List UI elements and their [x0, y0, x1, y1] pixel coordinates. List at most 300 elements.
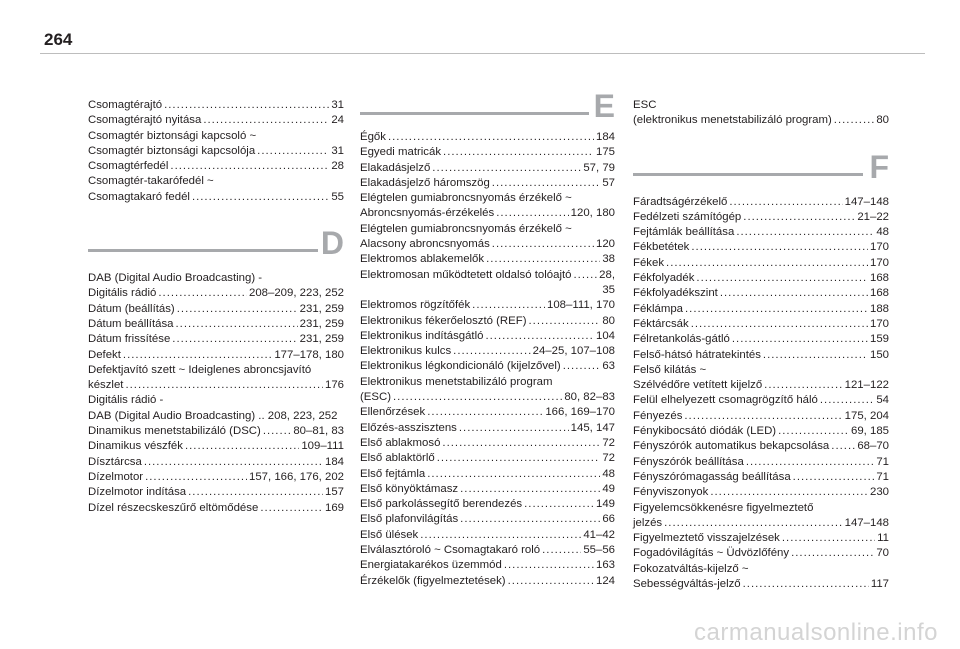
entry-line: [360, 268, 615, 283]
entry-term: Fogadóvilágítás ~ Üdvözlőfény: [633, 547, 790, 560]
index-entry: [633, 240, 889, 255]
index-section: [633, 148, 889, 593]
entry-term: Elektronikus kulcs: [360, 345, 452, 358]
entry-line: [88, 190, 344, 205]
dot-leader: [427, 405, 543, 420]
page-reference: 188: [869, 302, 889, 315]
entry-term: Dinamikus menetstabilizáló (DSC): [88, 425, 261, 438]
index-column-3: [633, 98, 889, 592]
entry-term: Féklámpa: [633, 302, 684, 315]
dot-leader: [763, 348, 868, 363]
entry-line: [88, 174, 344, 189]
index-entry: [88, 485, 344, 500]
page-reference: 69, 185: [850, 425, 889, 438]
index-entry: [360, 512, 615, 527]
index-entry: [633, 195, 889, 210]
entry-line: [88, 455, 344, 470]
index-entry: [360, 467, 615, 482]
index-entry: [360, 359, 615, 374]
entry-line: [88, 409, 344, 424]
dot-leader: [172, 332, 297, 347]
dot-leader: [542, 543, 581, 558]
section-divider-bar: [360, 112, 589, 115]
dot-leader: [437, 451, 601, 466]
dot-leader: [442, 436, 600, 451]
entry-term: Féktárcsák: [633, 317, 689, 330]
entry-line: [633, 225, 889, 240]
entry-line: [360, 375, 615, 390]
dot-leader: [420, 528, 581, 543]
page-reference: 57, 79: [583, 161, 615, 174]
dot-leader: [729, 195, 842, 210]
entry-line: [88, 424, 344, 439]
page-reference: 157: [324, 486, 344, 499]
entry-term: Csomagtérajtó: [88, 99, 163, 111]
index-section: [88, 225, 344, 516]
entry-term: Fékbetétek: [633, 241, 690, 254]
entry-term: Félretankolás-gátló: [633, 333, 730, 346]
index-entry: [633, 485, 889, 500]
entry-line: [88, 501, 344, 516]
entry-term: Fáradtságérzékelő: [633, 195, 728, 208]
dot-leader: [696, 271, 868, 286]
entry-line: [633, 363, 889, 378]
index-section: [633, 98, 889, 129]
entry-term: Elektromosan működtetett oldalsó tolóajtó: [360, 268, 572, 281]
page-reference: 184: [595, 131, 615, 143]
index-entry: [360, 130, 615, 145]
dot-leader: [257, 144, 329, 159]
page-reference: 117: [870, 578, 889, 591]
page-reference: 168: [869, 272, 889, 285]
entry-line: [88, 129, 344, 144]
dot-leader: [831, 439, 855, 454]
entry-line: [633, 240, 889, 255]
index-entry: [633, 393, 889, 408]
entry-line: [360, 558, 615, 573]
dot-leader: [263, 424, 292, 439]
index-entry: [88, 393, 344, 424]
index-entry: [360, 482, 615, 497]
entry-line: [360, 176, 615, 191]
page-reference: 66: [602, 513, 615, 526]
index-entry: [360, 191, 615, 222]
page-reference: 71: [876, 455, 889, 468]
entry-term: Dátum frissítése: [88, 333, 171, 346]
entry-term: Fényszórómagasság beállítása: [633, 470, 791, 483]
entry-line: [633, 470, 889, 485]
index-entry: [633, 271, 889, 286]
entry-line: [360, 436, 615, 451]
page-reference: 149: [595, 498, 615, 511]
entry-line: [360, 237, 615, 252]
entry-line: [360, 451, 615, 466]
dot-leader: [736, 225, 874, 240]
entry-term: Csomagtér-takarófedél ~: [88, 175, 214, 188]
entry-term: Csomagtérajtó nyitása: [88, 114, 202, 127]
entry-line: [88, 485, 344, 500]
entry-line: [88, 271, 344, 286]
dot-leader: [170, 159, 329, 174]
page-reference: 166, 169–170: [545, 406, 615, 419]
page-reference: 24–25, 107–108: [532, 345, 615, 358]
entry-line: [633, 546, 889, 561]
entry-line: [633, 271, 889, 286]
entry-term: Érzékelők (figyelmeztetések): [360, 574, 506, 587]
index-entry: [633, 256, 889, 271]
index-entry: [88, 455, 344, 470]
page-reference: 230: [869, 486, 889, 499]
page-reference: 208–209, 223, 252: [248, 287, 344, 300]
dot-leader: [743, 210, 855, 225]
entry-term: (ESC): [360, 391, 392, 404]
page-reference: 120, 180: [570, 207, 615, 220]
page-reference: 11: [877, 532, 889, 545]
dot-leader: [123, 348, 272, 363]
entry-term: Digitális rádió: [88, 287, 157, 300]
dot-leader: [144, 455, 323, 470]
entry-line: [88, 439, 344, 454]
index-entry: [360, 543, 615, 558]
entry-term: Elakadásjelző: [360, 161, 431, 174]
entry-line: [360, 161, 615, 176]
entry-line: [88, 470, 344, 485]
entry-term: Alacsony abroncsnyomás: [360, 238, 490, 251]
entry-term: Defektjavító szett ~ Ideiglenes abroncsjavító: [88, 363, 312, 376]
entry-term: Energiatakarékos üzemmód: [360, 559, 502, 572]
entry-line: [360, 329, 615, 344]
entry-term: Elégtelen gumiabroncsnyomás érzékelő ~: [360, 192, 572, 205]
entry-line: [633, 210, 889, 225]
entry-line: [633, 531, 889, 546]
index-entry: [633, 409, 889, 424]
dot-leader: [685, 302, 868, 317]
index-entry: [360, 314, 615, 329]
index-entry: [88, 98, 344, 113]
dot-leader: [820, 393, 874, 408]
index-entry: [360, 161, 615, 176]
entry-line: [633, 256, 889, 271]
page-reference: 120: [595, 238, 615, 251]
section-letter: E: [593, 88, 615, 124]
entry-term: Fokozatváltás-kijelző ~: [633, 562, 749, 575]
entry-term: Elakadásjelző háromszög: [360, 176, 490, 189]
entry-line: [633, 393, 889, 408]
index-section: [88, 98, 344, 205]
entry-term: Elektronikus fékerőelosztó (REF): [360, 314, 527, 327]
dot-leader: [834, 113, 875, 128]
page-reference: 48: [876, 226, 889, 239]
page-number: 264: [44, 30, 73, 49]
entry-line: [88, 378, 344, 393]
entry-term: Első ablaktörlő: [360, 452, 435, 465]
page-reference: 71: [876, 470, 889, 483]
index-entry: [360, 268, 615, 299]
entry-term: Első parkolássegítő berendezés: [360, 498, 523, 511]
dot-leader: [125, 378, 323, 393]
dot-leader: [427, 467, 600, 482]
index-entry: [360, 252, 615, 267]
entry-term: Fékfolyadék: [633, 272, 695, 285]
page-reference: 24: [331, 114, 344, 127]
page-reference: 28: [331, 160, 344, 173]
page-reference: 68–70: [857, 440, 889, 453]
entry-line: [360, 359, 615, 374]
page-reference: 147–148: [844, 195, 889, 208]
dot-leader: [432, 161, 581, 176]
entry-term: Első fejtámla: [360, 467, 426, 480]
page-reference: 150: [869, 348, 889, 361]
entry-line: [360, 528, 615, 543]
index-entry: [360, 528, 615, 543]
dot-leader: [460, 482, 600, 497]
page-reference: 231, 259: [299, 302, 344, 315]
dot-leader: [192, 190, 329, 205]
dot-leader: [666, 256, 868, 271]
index-entry: [360, 497, 615, 512]
section-header: [88, 225, 344, 263]
dot-leader: [563, 359, 601, 374]
page-reference: 121–122: [844, 379, 889, 392]
page-reference: 175, 204: [844, 409, 889, 422]
entry-line: [360, 497, 615, 512]
page-reference: 108–111, 170: [547, 299, 615, 312]
header-divider: [40, 53, 925, 54]
dot-leader: [684, 409, 842, 424]
entry-line: [633, 577, 889, 592]
entry-line: [88, 159, 344, 174]
page-reference: 72: [602, 452, 615, 465]
index-entry: [360, 375, 615, 406]
page-reference: 63: [602, 360, 615, 373]
index-entry: [88, 159, 344, 174]
entry-line: [88, 393, 344, 408]
index-entry: [360, 298, 615, 313]
page-reference: 168: [869, 287, 889, 300]
entry-line: [360, 130, 615, 145]
index-entry: [360, 344, 615, 359]
index-entry: [360, 176, 615, 191]
dot-leader: [782, 531, 875, 546]
dot-leader: [188, 485, 323, 500]
index-entry: [633, 562, 889, 593]
entry-line: [633, 501, 889, 516]
entry-line: [88, 286, 344, 301]
entry-term: Első ablakmosó: [360, 436, 441, 449]
entry-term: Ellenőrzések: [360, 406, 426, 419]
page-reference: 70: [876, 547, 889, 560]
index-entry: [88, 129, 344, 160]
dot-leader: [524, 497, 594, 512]
dot-leader: [573, 268, 597, 283]
entry-term: Dízelmotor: [88, 470, 144, 483]
page-reference: 163: [595, 559, 615, 572]
page-reference: 80: [876, 114, 889, 127]
index-entry: [633, 363, 889, 394]
dot-leader: [504, 558, 594, 573]
dot-leader: [664, 516, 843, 531]
index-entry: [360, 405, 615, 420]
page-reference: 55: [331, 190, 344, 203]
entry-term: DAB (Digital Audio Broadcasting) -: [88, 272, 263, 285]
entry-line: [360, 222, 615, 237]
page-reference: 176: [324, 379, 344, 392]
page-reference: 48: [602, 467, 615, 480]
entry-term: Elektronikus légkondicionáló (kijelzővel): [360, 360, 561, 373]
entry-line: [360, 252, 615, 267]
entry-term: Szélvédőre vetített kijelző: [633, 379, 763, 392]
entry-line: [633, 516, 889, 531]
dot-leader: [791, 546, 874, 561]
index-entry: [88, 348, 344, 363]
entry-term: Dátum beállítása: [88, 317, 174, 330]
index-entry: [88, 470, 344, 485]
entry-term: jelzés: [633, 516, 663, 529]
entry-term: Egyedi matricák: [360, 146, 442, 159]
dot-leader: [486, 252, 600, 267]
entry-line: [633, 378, 889, 393]
page-reference: 159: [869, 333, 889, 346]
page-reference: 109–111: [301, 440, 344, 453]
page-reference: 35: [602, 283, 615, 296]
entry-line: [633, 455, 889, 470]
entry-line: [633, 485, 889, 500]
dot-leader: [529, 314, 601, 329]
entry-term: Felső-hátsó hátratekintés: [633, 348, 761, 361]
index-entry: [633, 439, 889, 454]
dot-leader: [260, 501, 323, 516]
index-entry: [633, 302, 889, 317]
entry-term: Elektronikus menetstabilizáló program: [360, 375, 553, 388]
entry-term: DAB (Digital Audio Broadcasting) .. 208, 223, 252: [88, 409, 338, 422]
entry-term: Sebességváltás-jelző: [633, 578, 741, 591]
entry-term: Dinamikus vészfék: [88, 440, 183, 453]
entry-line: [360, 574, 615, 589]
entry-term: Elektronikus indításgátló: [360, 329, 484, 342]
entry-line: [633, 195, 889, 210]
page-reference: 41–42: [583, 528, 615, 541]
dot-leader: [743, 577, 869, 592]
entry-line: [633, 348, 889, 363]
entry-term: Égők: [360, 131, 386, 143]
index-entry: [633, 317, 889, 332]
dot-leader: [185, 439, 299, 454]
page-reference: 169: [324, 501, 344, 514]
page-reference: 184: [324, 455, 344, 468]
section-divider-bar: [633, 173, 863, 176]
page-reference: 231, 259: [299, 317, 344, 330]
dot-leader: [496, 206, 568, 221]
entry-line: [633, 424, 889, 439]
index-entry: [633, 286, 889, 301]
entry-line: [633, 439, 889, 454]
page-reference: 28,: [599, 268, 615, 281]
dot-leader: [388, 130, 594, 145]
page-reference: 49: [602, 482, 615, 495]
index-entry: [88, 174, 344, 205]
index-entry: [360, 436, 615, 451]
entry-term: Felső kilátás ~: [633, 363, 707, 376]
dot-leader: [764, 378, 842, 393]
section-header: [360, 88, 615, 126]
entry-term: Első könyöktámasz: [360, 482, 459, 495]
entry-term: ESC: [633, 99, 657, 111]
entry-term: Elektromos rögzítőfék: [360, 299, 471, 312]
entry-term: Elválasztóroló ~ Csomagtakaró roló: [360, 544, 541, 557]
entry-term: Fejtámlák beállítása: [633, 226, 735, 239]
index-entry: [633, 225, 889, 240]
dot-leader: [453, 344, 530, 359]
dot-leader: [691, 317, 868, 332]
entry-term: Felül elhelyezett csomagrögzítő háló: [633, 394, 818, 407]
entry-line: [633, 317, 889, 332]
page-reference: 170: [869, 256, 889, 269]
index-entry: [360, 145, 615, 160]
entry-term: Dátum (beállítás): [88, 302, 175, 315]
dot-leader: [746, 455, 875, 470]
index-entry: [88, 501, 344, 516]
entry-term: Abroncsnyomás-érzékelés: [360, 207, 495, 220]
entry-line: [88, 332, 344, 347]
index-entry: [360, 558, 615, 573]
entry-line: [360, 145, 615, 160]
entry-term: Csomagtakaró fedél: [88, 190, 190, 203]
entry-line: [88, 302, 344, 317]
index-entry: [633, 424, 889, 439]
index-entry: [88, 317, 344, 332]
watermark: carmanualsonline.info: [694, 619, 938, 646]
entry-term: készlet: [88, 379, 124, 392]
index-entry: [633, 98, 889, 129]
dot-leader: [485, 329, 594, 344]
index-column-2: [360, 88, 615, 589]
entry-line: [88, 113, 344, 128]
dot-leader: [492, 237, 594, 252]
entry-line: [88, 363, 344, 378]
dot-leader: [732, 332, 868, 347]
index-entry: [633, 470, 889, 485]
dot-leader: [793, 470, 875, 485]
dot-leader: [778, 424, 849, 439]
entry-term: Csomagtérfedél: [88, 160, 169, 173]
entry-term: (elektronikus menetstabilizáló program): [633, 114, 832, 127]
entry-line: [88, 317, 344, 332]
page-reference: 177–178, 180: [274, 348, 344, 361]
entry-term: Digitális rádió -: [88, 394, 164, 407]
index-entry: [633, 455, 889, 470]
entry-line: [633, 332, 889, 347]
dot-leader: [460, 512, 600, 527]
page-reference: 31: [331, 144, 344, 157]
entry-line: [88, 98, 344, 113]
page-reference: 124: [595, 574, 615, 587]
index-section: [360, 88, 615, 589]
index-entry: [633, 348, 889, 363]
index-entry: [360, 451, 615, 466]
index-entry: [633, 210, 889, 225]
dot-leader: [472, 298, 545, 313]
entry-term: Előzés-asszisztens: [360, 421, 457, 434]
entry-term: Dízel részecskeszűrő eltömődése: [88, 501, 259, 514]
section-letter: F: [869, 148, 889, 185]
entry-term: Elégtelen gumiabroncsnyomás érzékelő ~: [360, 222, 572, 235]
dot-leader: [508, 574, 594, 589]
entry-line: [360, 390, 615, 405]
entry-term: Első ülések: [360, 528, 419, 541]
page-reference: 170: [869, 241, 889, 254]
entry-term: Fényviszonyok: [633, 486, 709, 499]
page-reference: 80: [602, 314, 615, 327]
